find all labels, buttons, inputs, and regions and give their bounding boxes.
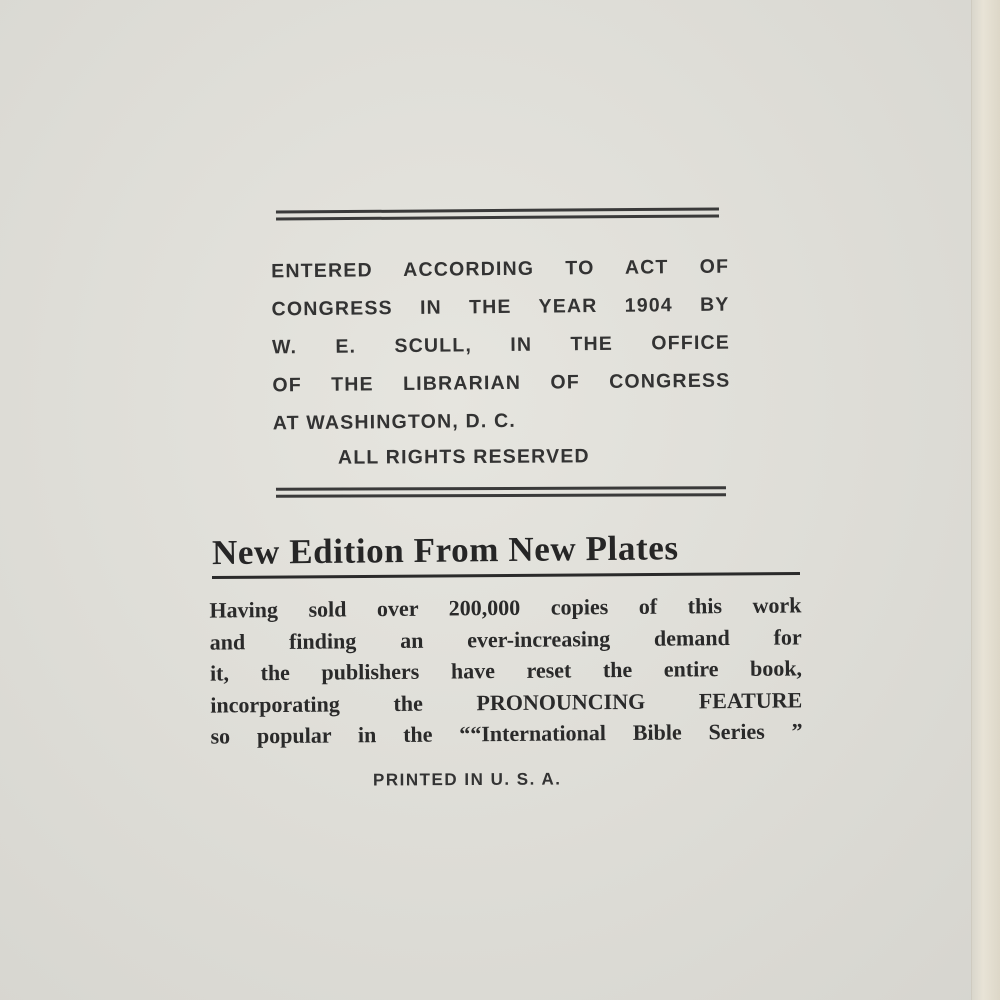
printed-in-usa: PRINTED IN U. S. A.: [372, 769, 562, 790]
bottom-double-rule: [276, 486, 726, 498]
copyright-line: ENTERED ACCORDING TO ACT OF: [271, 255, 730, 283]
copyright-notice: [271, 248, 731, 443]
paragraph-line: and finding an ever-increasing demand for: [209, 623, 802, 655]
copyright-line: OF THE LIBRARIAN OF CONGRESS: [272, 369, 731, 397]
paragraph-line: incorporating the PRONOUNCING FEATURE: [210, 686, 803, 718]
copyright-line: W. E. SCULL, IN THE OFFICE: [271, 331, 731, 359]
edition-heading: New Edition From New Plates: [211, 528, 679, 573]
heading-underline: [212, 572, 800, 579]
paragraph-line: it, the publishers have reset the entire book,: [209, 655, 803, 686]
top-double-rule: [276, 207, 719, 220]
all-rights-reserved: ALL RIGHTS RESERVED: [337, 445, 590, 469]
copyright-line: CONGRESS IN THE YEAR 1904 BY: [271, 293, 730, 321]
copyright-line: AT WASHINGTON, D. C.: [272, 409, 517, 435]
page-edge: [971, 0, 1000, 1000]
edition-paragraph: [209, 589, 802, 752]
paragraph-line: so popular in the ““International Bible Series ”: [210, 718, 803, 749]
paragraph-line: Having sold over 200,000 copies of this work: [209, 592, 802, 623]
